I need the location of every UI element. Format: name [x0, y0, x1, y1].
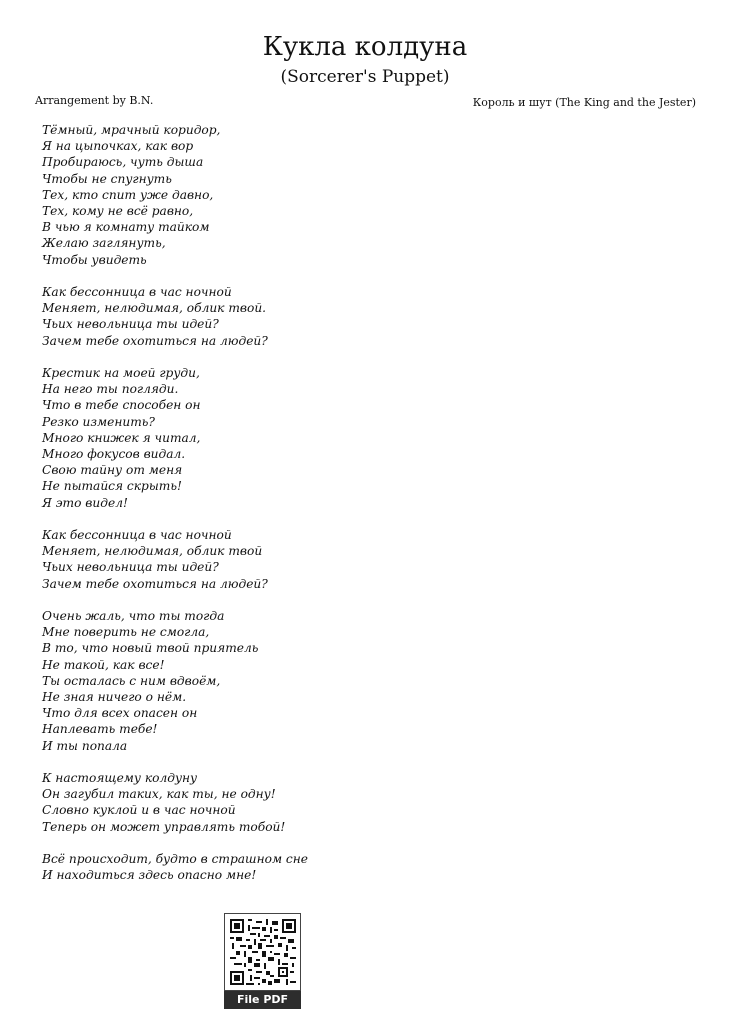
- lyric-line: Мне поверить не смогла,: [42, 625, 210, 640]
- lyric-line: Тех, кому не всё равно,: [42, 204, 194, 219]
- lyric-line: Меняет, нелюдимая, облик твой: [42, 544, 263, 559]
- lyric-line: Ты осталась с ним вдвоём,: [42, 673, 221, 688]
- file-pdf-label[interactable]: File PDF: [224, 991, 301, 1009]
- lyric-line: Как бессонница в час ночной: [42, 528, 232, 543]
- lyric-line: Я на цыпочках, как вор: [42, 139, 194, 154]
- lyric-line: Меняет, нелюдимая, облик твой.: [42, 301, 267, 316]
- stanza: [42, 527, 308, 592]
- lyric-line: Тёмный, мрачный коридор,: [42, 123, 221, 137]
- lyric-line: Как бессонница в час ночной: [42, 285, 232, 300]
- stanza: [42, 365, 308, 511]
- lyric-line: Крестик на моей груди,: [42, 366, 200, 381]
- lyric-line: Не пытайся скрыть!: [42, 479, 182, 494]
- lyric-line: Словно куклой и в час ночной: [42, 803, 236, 818]
- lyric-line: В чью я комнату тайком: [42, 220, 210, 235]
- lyric-line: Пробираюсь, чуть дыша: [42, 155, 204, 170]
- lyric-line: Не зная ничего о нём.: [42, 690, 187, 705]
- lyric-line: Чтобы не спугнуть: [42, 171, 172, 186]
- lyric-line: Свою тайну от меня: [42, 463, 183, 478]
- lyric-line: Теперь он может управлять тобой!: [42, 819, 286, 834]
- stanza: [42, 122, 308, 268]
- lyric-line: Зачем тебе охотиться на людей?: [42, 333, 268, 348]
- lyric-line: Он загубил таких, как ты, не одну!: [42, 787, 276, 802]
- lyric-line: В то, что новый твой приятель: [42, 641, 259, 656]
- qr-code-icon: [230, 919, 296, 985]
- lyric-line: Желаю заглянуть,: [42, 236, 166, 251]
- lyric-line: И ты попала: [42, 738, 128, 753]
- qr-code[interactable]: [224, 913, 301, 991]
- lyric-line: Что в тебе способен он: [42, 398, 201, 413]
- arranger-credit: Arrangement by B.N.: [35, 94, 154, 107]
- lyric-line: Что для всех опасен он: [42, 706, 198, 721]
- artist-credit: Король и шут (The King and the Jester): [472, 96, 696, 109]
- pdf-qr-link[interactable]: [224, 913, 301, 1008]
- lyrics: [42, 122, 308, 900]
- song-title: Кукла колдуна: [262, 32, 468, 62]
- lyric-line: Очень жаль, что ты тогда: [42, 609, 225, 624]
- lyric-line: Резко изменить?: [42, 414, 155, 429]
- lyric-line: Тех, кто спит уже давно,: [42, 187, 214, 202]
- lyric-line: Всё происходит, будто в страшном сне: [42, 852, 308, 867]
- lyric-line: Много фокусов видал.: [42, 447, 186, 462]
- lyric-line: Чьих невольница ты идей?: [42, 317, 219, 332]
- song-subtitle: (Sorcerer's Puppet): [280, 67, 450, 87]
- lyric-line: Не такой, как все!: [42, 657, 165, 672]
- lyric-line: Я это видел!: [42, 495, 128, 510]
- lyric-line: На него ты погляди.: [42, 382, 179, 397]
- lyric-line: Много книжек я читал,: [42, 430, 201, 445]
- stanza: [42, 284, 308, 349]
- stanza: [42, 770, 308, 835]
- lyric-line: К настоящему колдуну: [42, 771, 198, 786]
- stanza: [42, 608, 308, 754]
- lyric-line: Чьих невольница ты идей?: [42, 560, 219, 575]
- lyric-line: Чтобы увидеть: [42, 252, 147, 267]
- lyric-line: Наплевать тебе!: [42, 722, 158, 737]
- lyric-line: Зачем тебе охотиться на людей?: [42, 576, 268, 591]
- lyric-line: И находиться здесь опасно мне!: [42, 868, 257, 883]
- stanza: [42, 851, 308, 883]
